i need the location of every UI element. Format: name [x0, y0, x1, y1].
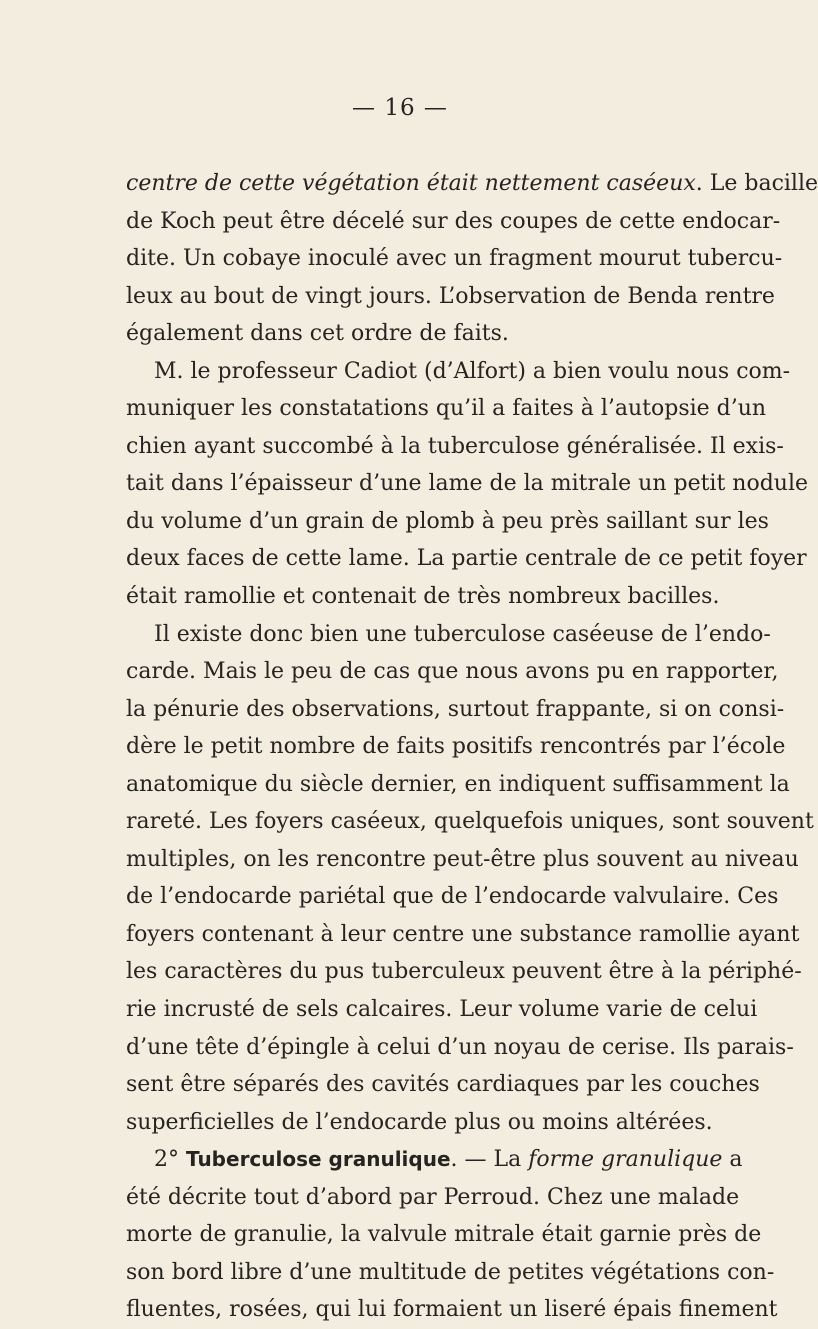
text-line: [126, 1141, 743, 1179]
text-segment: muniquer les constatations qu’il a faites à l’autopsie d’un: [126, 396, 767, 422]
text-line: [126, 803, 814, 841]
text-line: [126, 878, 779, 916]
text-line: [126, 390, 767, 428]
text-line: [126, 841, 799, 879]
text-line: [126, 165, 818, 203]
text-segment: fluentes, rosées, qui lui formaient un liseré épais finement: [126, 1297, 778, 1323]
text-segment: les caractères du pus tuberculeux peuvent être à la périphé-: [126, 959, 802, 985]
text-segment: 2°: [154, 1147, 186, 1173]
text-segment: chien ayant succombé à la tuberculose généralisée. Il exis-: [126, 433, 784, 459]
text-line: [126, 991, 758, 1029]
text-segment: était ramollie et contenait de très nombreux bacilles.: [126, 584, 720, 610]
text-segment: carde. Mais le peu de cas que nous avons pu en rapporter,: [126, 659, 779, 685]
text-line: [126, 616, 771, 654]
section-heading: Tuberculose granulique: [186, 1147, 451, 1172]
text-segment: foyers contenant à leur centre une substance ramollie ayant: [126, 921, 800, 947]
text-segment: de Koch peut être décelé sur des coupes de cette endocar-: [126, 208, 781, 234]
text-line: [126, 278, 775, 316]
text-line: [126, 540, 807, 578]
text-line: [126, 766, 790, 804]
text-line: [126, 428, 784, 466]
text-line: [126, 1254, 775, 1292]
text-line: [126, 1029, 794, 1067]
italic-text: centre de cette végétation était nettement caséeux: [126, 171, 696, 196]
text-segment: anatomique du siècle dernier, en indiquent suffisamment la: [126, 771, 790, 797]
text-segment: dite. Un cobaye inoculé avec un fragment mourut tubercu-: [126, 246, 783, 272]
text-segment: superficielles de l’endocarde plus ou moins altérées.: [126, 1109, 713, 1135]
body-text: [126, 165, 818, 1329]
text-segment: également dans cet ordre de faits.: [126, 321, 509, 347]
text-line: [126, 1104, 715, 1142]
text-segment: morte de granulie, la valvule mitrale était garnie près de: [126, 1222, 762, 1248]
text-line: [126, 315, 715, 353]
text-segment: multiples, on les rencontre peut-être plus souvent au niveau: [126, 846, 799, 872]
text-segment: deux faces de cette lame. La partie centrale de ce petit foyer: [126, 546, 807, 572]
text-line: [126, 465, 809, 503]
text-line: [126, 653, 779, 691]
text-segment: d’une tête d’épingle à celui d’un noyau de cerise. Ils parais-: [126, 1034, 794, 1060]
italic-text: forme granulique: [528, 1147, 723, 1173]
text-line: [126, 1216, 762, 1254]
text-segment: sent être séparés des cavités cardiaques par les couches: [126, 1072, 760, 1098]
text-line: [126, 240, 783, 278]
text-segment: Il existe donc bien une tuberculose caséeuse de l’endo-: [154, 621, 771, 647]
text-line: [126, 1179, 740, 1217]
text-segment: son bord libre d’une multitude de petites végétations con-: [126, 1259, 775, 1285]
page-number: — 16 —: [352, 95, 448, 121]
text-line: [126, 728, 786, 766]
text-segment: rareté. Les foyers caséeux, quelquefois uniques, sont souvent: [126, 809, 814, 835]
text-segment: été décrite tout d’abord par Perroud. Chez une malade: [126, 1184, 740, 1210]
text-segment: dère le petit nombre de faits positifs rencontrés par l’école: [126, 734, 786, 760]
text-segment: du volume d’un grain de plomb à peu près saillant sur les: [126, 508, 769, 534]
text-line: [126, 353, 791, 391]
text-segment: a: [722, 1147, 743, 1173]
text-segment: de l’endocarde pariétal que de l’endocarde valvulaire. Ces: [126, 884, 779, 910]
text-segment: tait dans l’épaisseur d’une lame de la mitrale un petit nodule: [126, 471, 809, 497]
text-segment: M. le professeur Cadiot (d’Alfort) a bien voulu nous com-: [154, 358, 791, 384]
text-line: [126, 691, 785, 729]
text-segment: leux au bout de vingt jours. L’observation de Benda rentre: [126, 283, 775, 309]
text-line: [126, 916, 800, 954]
text-line: [126, 1291, 778, 1329]
text-segment: rie incrusté de sels calcaires. Leur volume varie de celui: [126, 997, 758, 1023]
text-segment: la pénurie des observations, surtout frappante, si on consi-: [126, 696, 785, 722]
text-line: [126, 203, 781, 241]
text-segment: . Le bacille: [695, 171, 818, 196]
text-line: [126, 578, 720, 616]
text-line: [126, 503, 769, 541]
text-line: [126, 953, 802, 991]
text-segment: . — La: [450, 1147, 529, 1173]
text-line: [126, 1066, 760, 1104]
